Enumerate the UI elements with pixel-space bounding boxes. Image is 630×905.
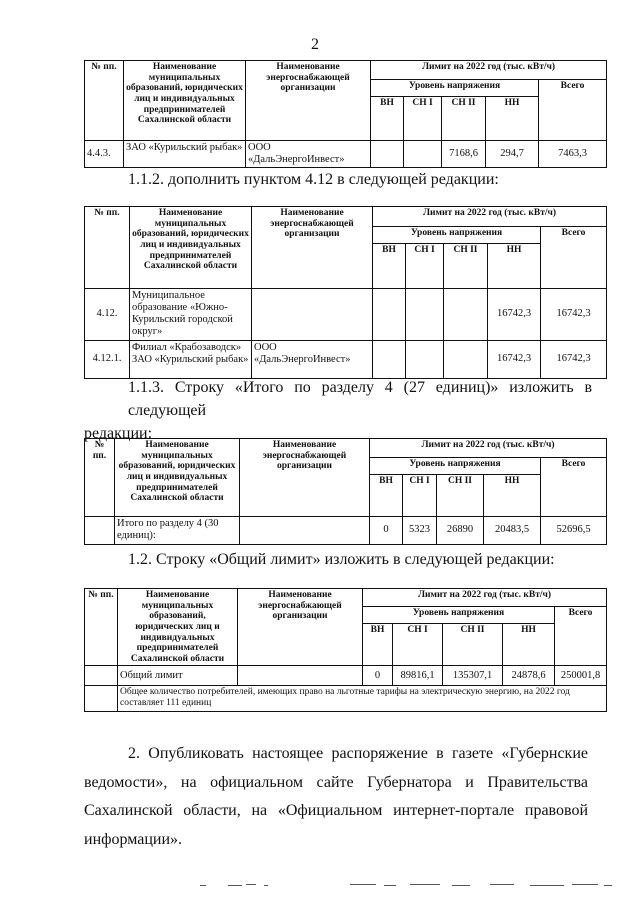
header-limit: Лимит на 2022 год (тыс. кВт/ч) [370, 439, 607, 458]
paragraph-2 [84, 740, 588, 854]
header-sn2: СН II [442, 97, 486, 141]
header-total: Всего [541, 458, 607, 517]
cell-sn2 [444, 341, 488, 379]
header-level: Уровень напряжения [371, 80, 539, 97]
paragraph-2-line4: информации». [84, 830, 183, 848]
header-sn2: СН II [444, 244, 488, 289]
cell-vn [373, 289, 406, 341]
cell-org [252, 289, 373, 341]
header-name: Наименование муниципальных образований, юридических лиц и индивидуальных предпринимателей Сахалинской области [118, 589, 238, 666]
cell-sn2: 7168,6 [442, 141, 486, 168]
cell-total: 250001,8 [555, 666, 607, 686]
cell-name: Итого по разделу 4 (30 единиц): [115, 517, 240, 545]
paragraph-1-1-3-line1: 1.1.3. Строку «Итого по разделу 4 (27 единиц)» изложить в следующей [128, 379, 592, 420]
header-sn1: СН I [393, 624, 443, 666]
cell-sn1 [404, 141, 442, 168]
cell-no [85, 686, 118, 712]
cell-org: ООО «ДальЭнергоИнвест» [252, 341, 373, 379]
cell-total: 16742,3 [541, 341, 607, 379]
cell-name: ЗАО «Курильский рыбак» [124, 141, 246, 168]
consumer-count-note: Общее количество потребителей, имеющих право на льготные тарифы на электрическую энергию, на 2022 год составляет 111 единиц [118, 686, 607, 712]
table-row [85, 289, 607, 341]
header-sn1: СН I [406, 244, 444, 289]
cell-org [240, 517, 370, 545]
cell-nn: 20483,5 [484, 517, 541, 545]
limit-table-4 [84, 588, 607, 712]
cell-total: 7463,3 [539, 141, 607, 168]
cell-sn2: 26890 [437, 517, 484, 545]
page-number: 2 [311, 36, 319, 53]
header-nn: НН [503, 624, 555, 666]
header-vn: ВН [371, 97, 404, 141]
cell-sn1 [406, 341, 444, 379]
header-org: Наименование энергоснабжающей организации [246, 61, 371, 141]
header-limit: Лимит на 2022 год (тыс. кВт/ч) [373, 207, 607, 227]
header-limit: Лимит на 2022 год (тыс. кВт/ч) [363, 589, 607, 607]
paragraph-1-1-3-line2: редакции: [84, 425, 153, 443]
cell-vn: 0 [363, 666, 393, 686]
cell-no: 4.12. [85, 289, 130, 341]
header-vn: ВН [370, 475, 403, 517]
header-total: Всего [541, 227, 607, 289]
header-level: Уровень напряжения [363, 607, 555, 624]
header-total: Всего [555, 607, 607, 666]
paragraph-1-1-2: 1.1.2. дополнить пунктом 4.12 в следующей редакции: [128, 171, 499, 188]
limit-table-1 [84, 60, 607, 168]
cell-nn: 24878,6 [503, 666, 555, 686]
limit-table-3 [84, 438, 607, 545]
limit-table-2 [84, 206, 607, 379]
paragraph-2-line3: Сахалинской области, на «Официальном интернет-портале правовой [84, 802, 588, 819]
table-row [85, 666, 607, 686]
cell-total: 16742,3 [541, 289, 607, 341]
header-name: Наименование муниципальных образований, юридических лиц и индивидуальных предпринимателей Сахалинской области [124, 61, 246, 141]
cell-vn [373, 341, 406, 379]
header-sn2: СН II [437, 475, 484, 517]
cell-sn2 [444, 289, 488, 341]
header-no: № пп. [85, 207, 130, 289]
header-nn: НН [488, 244, 541, 289]
cell-org [238, 666, 363, 686]
header-sn1: СН I [404, 97, 442, 141]
header-vn: ВН [363, 624, 393, 666]
header-no: № пп. [85, 439, 115, 517]
cell-sn1 [406, 289, 444, 341]
header-no: № пп. [85, 61, 124, 141]
header-org: Наименование энергоснабжающей организации [240, 439, 370, 517]
header-org: Наименование энергоснабжающей организации [238, 589, 363, 666]
header-name: Наименование муниципальных образований, юридических лиц и индивидуальных предпринимателей Сахалинской области [115, 439, 240, 517]
paragraph-2-line1: 2. Опубликовать настоящее распоряжение в газете «Губернские [128, 745, 588, 762]
paragraph-1-1-3 [84, 376, 592, 446]
paragraph-2-line2: ведомости», на официальном сайте Губернатора и Правительства [84, 773, 588, 791]
header-nn: НН [484, 475, 541, 517]
header-name: Наименование муниципальных образований, юридических лиц и индивидуальных предпринимателей Сахалинской области [130, 207, 252, 289]
header-org: Наименование энергоснабжающей организации [252, 207, 373, 289]
table-note-row [85, 686, 607, 712]
cell-vn [371, 141, 404, 168]
cell-nn: 16742,3 [488, 341, 541, 379]
header-level: Уровень напряжения [370, 458, 541, 475]
cell-vn: 0 [370, 517, 403, 545]
cell-org: ООО «ДальЭнергоИнвест» [246, 141, 371, 168]
header-sn2: СН II [443, 624, 503, 666]
paragraph-1-2: 1.2. Строку «Общий лимит» изложить в следующей редакции: [128, 551, 555, 568]
cell-no [85, 517, 115, 545]
table-row [85, 141, 607, 168]
table-row [85, 517, 607, 545]
cell-nn: 294,7 [486, 141, 539, 168]
cell-name: Общий лимит [118, 666, 238, 686]
header-no: № пп. [85, 589, 118, 666]
header-sn1: СН I [403, 475, 437, 517]
header-vn: ВН [373, 244, 406, 289]
cell-nn: 16742,3 [488, 289, 541, 341]
header-nn: НН [486, 97, 539, 141]
table-row [85, 341, 607, 379]
cell-total: 52696,5 [541, 517, 607, 545]
cell-name: Муниципальное образование «Южно-Курильский городской округ» [130, 289, 252, 341]
cell-sn2: 135307,1 [443, 666, 503, 686]
cell-no [85, 666, 118, 686]
cell-name: Филиал «Крабозаводск» ЗАО «Курильский рыбак» [130, 341, 252, 379]
header-limit: Лимит на 2022 год (тыс. кВт/ч) [371, 61, 607, 80]
cell-no: 4.12.1. [85, 341, 130, 379]
header-level: Уровень напряжения [373, 227, 541, 244]
scan-artifact-line [200, 882, 620, 888]
cell-sn1: 89816,1 [393, 666, 443, 686]
header-total: Всего [539, 80, 607, 141]
cell-sn1: 5323 [403, 517, 437, 545]
cell-no: 4.4.3. [85, 141, 124, 168]
